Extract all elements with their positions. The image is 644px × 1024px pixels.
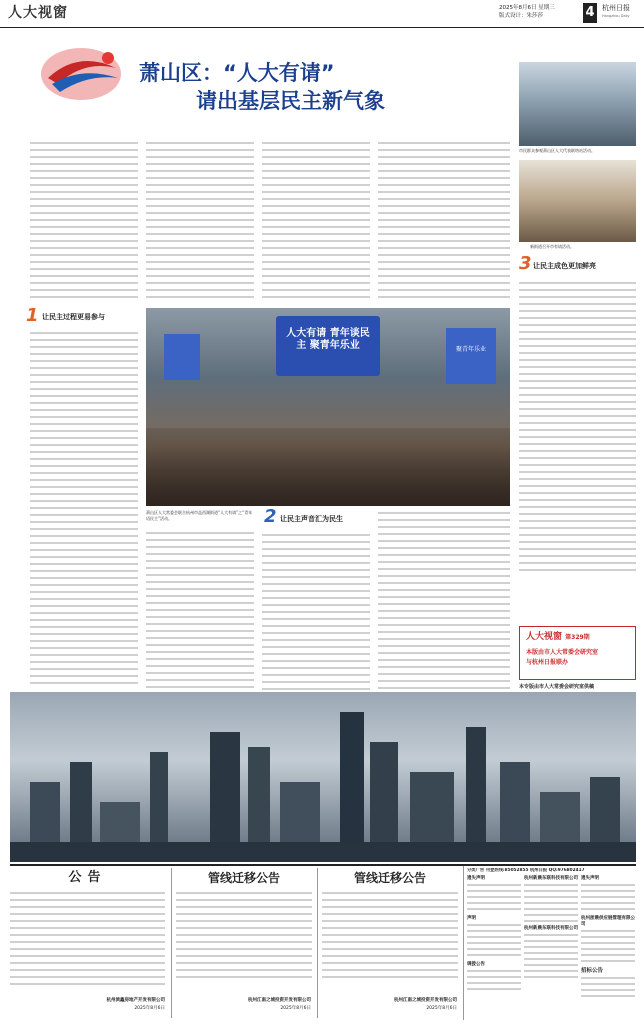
banner-right	[446, 328, 496, 384]
subheading-1-number: 1	[26, 305, 39, 326]
feature-title-line1	[139, 60, 335, 86]
body-col-2-lower	[146, 530, 254, 692]
body-col-1-top	[30, 140, 138, 305]
subheading-3	[519, 253, 639, 276]
body-col-right	[519, 280, 636, 580]
feature-logo	[38, 44, 124, 104]
feature-title-line2: 请出基层民主新气象	[196, 89, 385, 113]
column-box-line2: 与杭州日报联办	[526, 659, 569, 666]
subheading-3-text: 让民主成色更加鲜亮	[533, 262, 596, 270]
banner-text: 人大有请 青年谈民主 聚青年乐业	[286, 328, 370, 351]
subheading-2-text: 让民主声音汇为民生	[280, 515, 343, 523]
stage-banner	[276, 316, 380, 376]
ad-notice-title: 公告	[68, 870, 107, 885]
ad-pipe-2-date: 2025年8月6日	[426, 1006, 457, 1011]
subheading-3-number: 3	[519, 253, 532, 274]
body-col-2-top	[146, 140, 254, 305]
subheading-2-number: 2	[264, 506, 277, 527]
skyline-photo	[10, 692, 636, 862]
classified-3-head: 调拨公告	[467, 962, 485, 967]
classified-2-head: 声明	[467, 916, 476, 921]
date-line: 2025年8月6日 星期三	[499, 5, 555, 11]
subheading-2	[264, 506, 384, 528]
column-box-line1: 本版由市人大常委会研究室	[526, 649, 599, 656]
classified-5-head: 杭州新晨东联科技有限公司	[524, 926, 578, 931]
photo-right-top	[519, 62, 636, 146]
ad-notice	[10, 868, 165, 1018]
classified-4-head: 杭州新晨东联科技有限公司	[524, 876, 578, 881]
ad-classified	[463, 866, 636, 1020]
ad-notice-date: 2025年8月6日	[134, 1006, 165, 1011]
body-col-4-top	[378, 140, 510, 305]
ad-pipe-2-signer: 杭州江南之城投资开发有限公司	[394, 998, 457, 1003]
photo-right-top-caption: 市民群众参观萧山区人大代表联络站活动。	[519, 148, 595, 153]
skyline-icon	[10, 692, 636, 862]
photo-right-mid	[519, 160, 636, 242]
classified-8-head: 招标公告	[581, 968, 604, 974]
body-col-1-lower	[30, 330, 138, 692]
classified-header: 分类广告 刊登热线:85052855 杭州日报 QQ:976802417	[467, 868, 585, 873]
masthead	[0, 0, 644, 28]
ad-pipe-2	[317, 868, 457, 1018]
subheading-1	[26, 305, 136, 326]
title-prefix: 萧山区：	[139, 61, 223, 85]
editor-line: 版式设计：朱莎莎	[499, 13, 544, 19]
newspaper-logo-en: Hangzhou Daily	[602, 14, 630, 18]
audience-row	[146, 428, 510, 506]
classified-1-head: 遗失声明	[467, 876, 485, 881]
column-box-title: 人大视窗 第329期	[526, 632, 590, 642]
classified-7-head: 杭州浙晨供应链管理有限公司	[581, 916, 635, 927]
column-box-issue: 第329期	[565, 634, 590, 641]
ad-pipe-1-title: 管线迁移公告	[207, 871, 280, 885]
body-col-3-top	[262, 140, 370, 305]
classified-6-head: 遗失声明	[581, 876, 599, 881]
subheading-1-text: 让民主过程更易参与	[42, 313, 105, 321]
ad-notice-signer: 杭州滨鑫房地产开发有限公司	[106, 998, 165, 1003]
body-col-3-lower	[262, 532, 370, 692]
main-photo	[146, 308, 510, 506]
body-col-4-lower	[378, 510, 510, 692]
page-number: 4	[583, 3, 597, 23]
banner-right-text: 聚青年乐业	[455, 346, 486, 353]
section-title: 人大视窗	[8, 5, 68, 21]
renda-emblem-icon	[38, 44, 124, 104]
column-note: 本专版由市人大常委会研究室供稿	[519, 684, 595, 690]
ad-pipe-1	[171, 868, 311, 1018]
title-main: “人大有请”	[223, 61, 335, 85]
photo-right-mid-caption: 新街道召开市有请活动。	[530, 244, 574, 249]
newspaper-logo: 杭州日报	[602, 4, 630, 12]
ad-pipe-1-date: 2025年8月6日	[280, 1006, 311, 1011]
main-photo-caption: 萧山区人大常委会联合杭州市益西湖街道“人大有请”之“青年语民主”活动。	[146, 510, 253, 521]
banner-left	[164, 334, 200, 380]
ad-pipe-2-title: 管线迁移公告	[353, 871, 426, 885]
ad-pipe-1-signer: 杭州江南之城投资开发有限公司	[248, 998, 311, 1003]
column-box	[519, 626, 636, 680]
